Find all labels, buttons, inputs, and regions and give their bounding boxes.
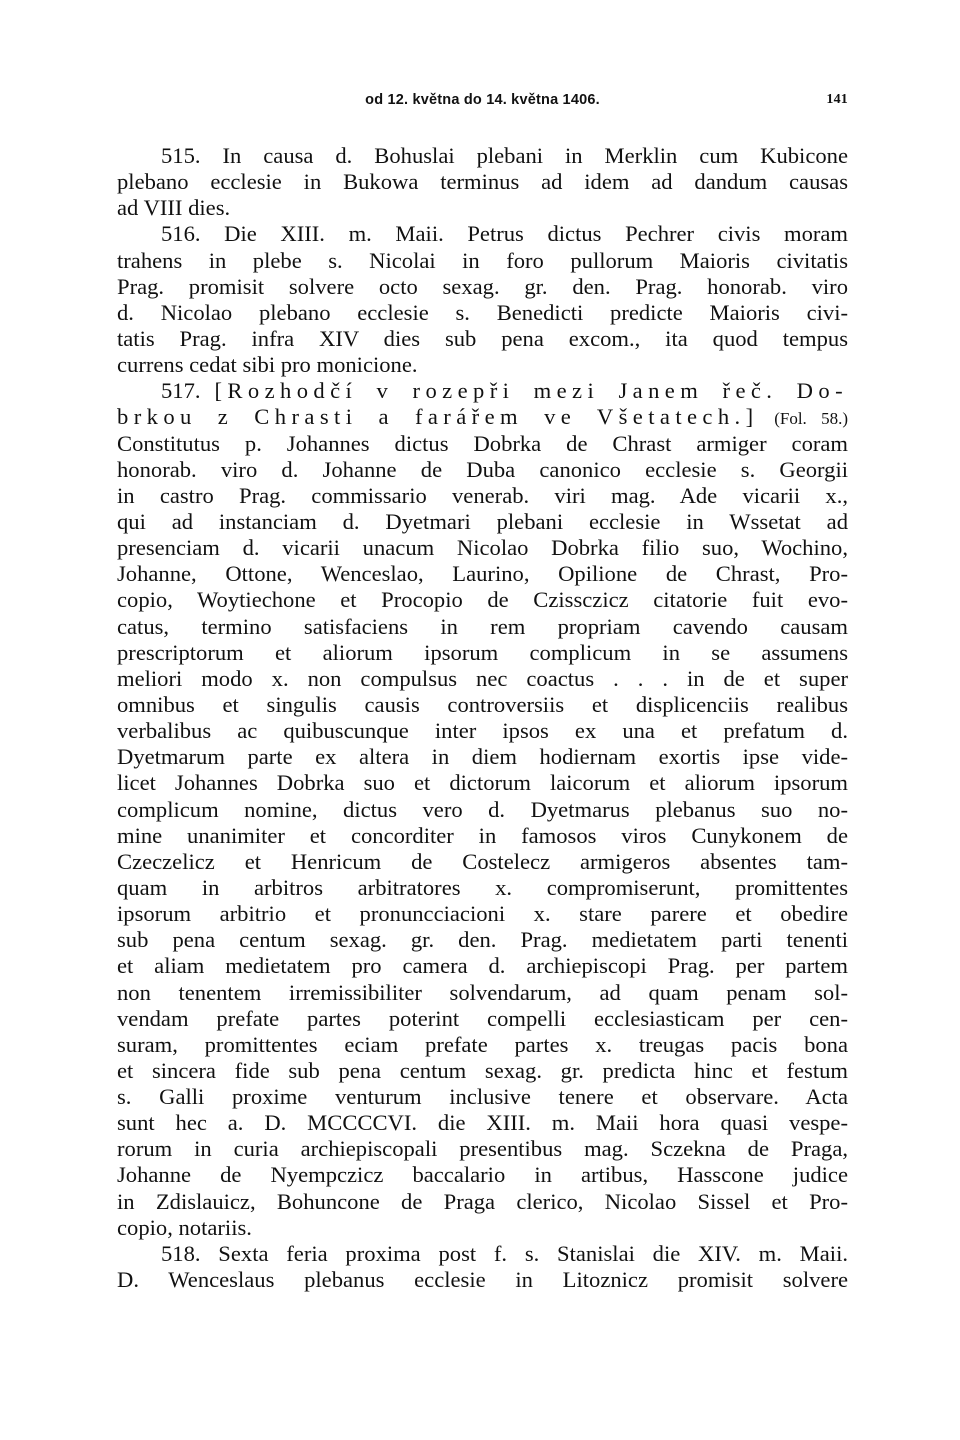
text-line: prescriptorum et aliorum ipsorum complicum in se assumens bbox=[117, 639, 848, 665]
running-header bbox=[117, 92, 848, 116]
folio-reference: (Fol. 58.) bbox=[774, 409, 849, 429]
text-line: presenciam d. vicarii unacum Nicolao Dobrka filio suo, Wochino, bbox=[117, 535, 848, 561]
text-line: Dyetmarum parte ex altera in diem hodiernam exortis ipse vide- bbox=[117, 744, 848, 770]
text-line: omnibus et singulis causis controversiis et displicenciis realibus bbox=[117, 691, 848, 717]
text-line: mine unanimiter et concorditer in famosos viros Cunykonem de bbox=[117, 822, 848, 848]
text-line: copio, notariis. bbox=[117, 1214, 252, 1240]
entry-517-heading-line bbox=[117, 378, 848, 404]
czech-heading: brkou z Chrasti a farářem ve Všetatech.] bbox=[117, 404, 759, 430]
text-line: honorab. viro d. Johanne de Duba canonico ecclesie s. Georgii bbox=[117, 456, 848, 482]
text-line: non tenentem irremissibiliter solvendarum, ad quam penam sol- bbox=[117, 979, 848, 1005]
text-line: D. Wenceslaus plebanus ecclesie in Litoznicz promisit solvere bbox=[117, 1267, 848, 1293]
text-line: in Zdislauicz, Bohuncone de Praga clerico, Nicolao Sissel et Pro- bbox=[117, 1188, 848, 1214]
text-line: in castro Prag. commissario venerab. viri mag. Ade vicarii x., bbox=[117, 482, 848, 508]
text-line: qui ad instanciam d. Dyetmari plebani ecclesie in Wssetat ad bbox=[117, 508, 848, 534]
entry-516-line: 516. Die XIII. m. Maii. Petrus dictus Pechrer civis moram bbox=[161, 221, 848, 247]
text-line: catus, termino satisfaciens in rem propriam cavendo causam bbox=[117, 613, 848, 639]
text-line: sub pena centum sexag. gr. den. Prag. medietatem parti tenenti bbox=[117, 927, 848, 953]
text-line: Czeczelicz et Henricum de Costelecz armigeros absentes tam- bbox=[117, 848, 848, 874]
text-line: copio, Woytiechone et Procopio de Czissczicz citatorie fuit evo- bbox=[117, 587, 848, 613]
text-line: plebano ecclesie in Bukowa terminus ad idem ad dandum causas bbox=[117, 169, 848, 195]
text-line: currens cedat sibi pro monicione. bbox=[117, 352, 418, 378]
czech-heading: [Rozhodčí v rozepři mezi Janem řeč. Do- bbox=[214, 378, 849, 404]
text-line: complicum nomine, dictus vero d. Dyetmarus plebanus suo no- bbox=[117, 796, 848, 822]
text-line: sunt hec a. D. MCCCCVI. die XIII. m. Maii hora quasi vespe- bbox=[117, 1110, 848, 1136]
text-line: rorum in curia archiepiscopali presentibus mag. Sczekna de Praga, bbox=[117, 1136, 848, 1162]
text-line: Johanne de Nyempczicz baccalario in artibus, Hasscone judice bbox=[117, 1162, 848, 1188]
text-line: d. Nicolao plebano ecclesie s. Benedicti predicte Maioris civi- bbox=[117, 299, 848, 325]
text-line: meliori modo x. non compulsus nec coactus . . . in de et super bbox=[117, 665, 848, 691]
text-line: s. Galli proxime venturum inclusive tenere et observare. Acta bbox=[117, 1084, 848, 1110]
text-line: Constitutus p. Johannes dictus Dobrka de Chrast armiger coram bbox=[117, 430, 848, 456]
text-line: et sincera fide sub pena centum sexag. gr. predicta hinc et festum bbox=[117, 1057, 848, 1083]
page-number: 141 bbox=[826, 92, 848, 107]
text-line: verbalibus ac quibuscunque inter ipsos ex una et prefatum d. bbox=[117, 718, 848, 744]
text-line: suram, promittentes eciam prefate partes x. treugas pacis bona bbox=[117, 1031, 848, 1057]
entry-515-line: 515. In causa d. Bohuslai plebani in Merklin cum Kubicone bbox=[161, 143, 848, 168]
text-line: Prag. promisit solvere octo sexag. gr. den. Prag. honorab. viro bbox=[117, 273, 848, 299]
text-line: vendam prefate partes poterint compelli ecclesiasticam per cen- bbox=[117, 1005, 848, 1031]
text-line: ad VIII dies. bbox=[117, 195, 231, 221]
document-body bbox=[117, 143, 848, 1293]
text-line: licet Johannes Dobrka suo et dictorum laicorum et aliorum ipsorum bbox=[117, 770, 848, 796]
header-title: od 12. května do 14. května 1406. bbox=[365, 92, 600, 108]
text-line: quam in arbitros arbitratores x. compromiserunt, promittentes bbox=[117, 874, 848, 900]
entry-517-heading-line bbox=[117, 404, 848, 430]
text-line: trahens in plebe s. Nicolai in foro pullorum Maioris civitatis bbox=[117, 247, 848, 273]
entry-number: 517. bbox=[161, 378, 201, 404]
text-line: tatis Prag. infra XIV dies sub pena excom., ita quod tempus bbox=[117, 325, 848, 351]
text-line: Johanne, Ottone, Wenceslao, Laurino, Opilione de Chrast, Pro- bbox=[117, 561, 848, 587]
text-line: ipsorum arbitrio et pronuncciacioni x. stare parere et obedire bbox=[117, 901, 848, 927]
text-line: et aliam medietatem pro camera d. archiepiscopi Prag. per partem bbox=[117, 953, 848, 979]
entry-518-line: 518. Sexta feria proxima post f. s. Stanislai die XIV. m. Maii. bbox=[161, 1240, 848, 1266]
